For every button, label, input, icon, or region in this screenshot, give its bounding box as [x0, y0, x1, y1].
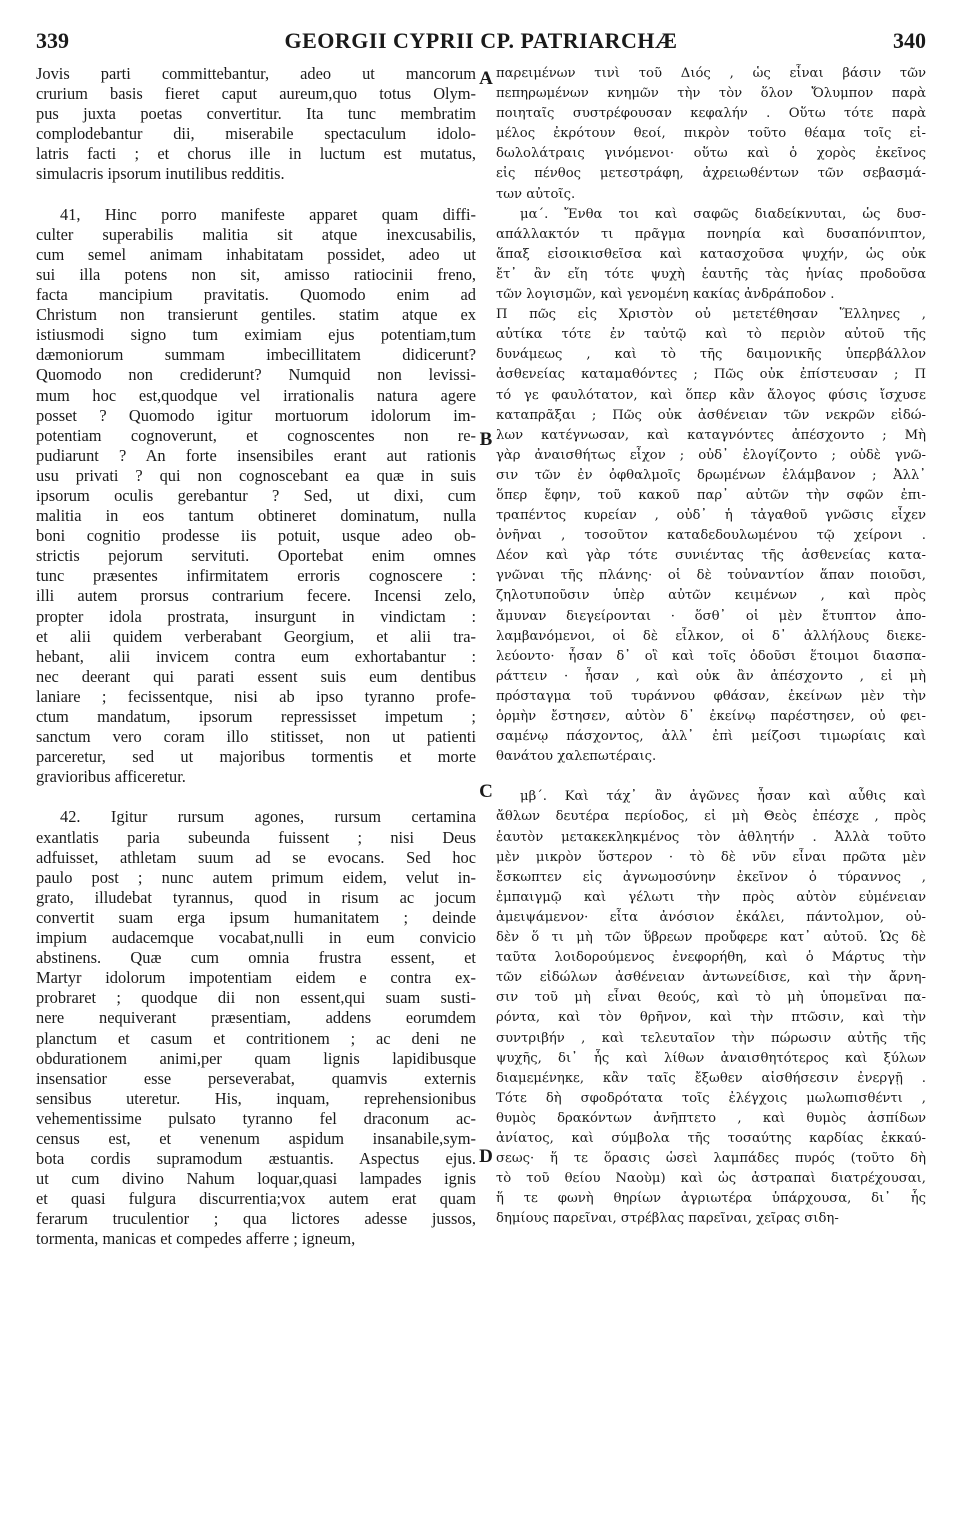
text-line: census est, et venenum aspidum insanabile,sym- [36, 1128, 476, 1148]
page-header [36, 28, 926, 62]
text-line: simulacris ipsorum inutilibus redditis. [36, 164, 285, 184]
text-line: parceretur, sed ut majoribus tormentis et morte [36, 747, 476, 767]
text-line: γνῶναι τῆς πλάνης· οἱ δὲ τοὐναντίον ἅπαν ποιοῦσι, [496, 568, 926, 584]
text-line: sanctum vero coram illo stitisset, non ut patienti [36, 727, 476, 747]
text-line: bota cordis supramodum æstuantis. Aspectus ejus. [36, 1149, 476, 1169]
text-line: gravioribus afficeretur. [36, 767, 186, 787]
text-line: malitia in eos tantum obtineret dominatum, nulla [36, 506, 476, 526]
text-line: μέλος ἐκρότουν θεοί, πικρὸν τοῦτο θέαμα τοῖς εἰ- [496, 126, 926, 142]
text-line: τό γε φαυλότατον, καὶ ὅπερ κἂν ἄλογος φύσις ἴσχυσε [496, 387, 926, 403]
text-line: δωλολάτραις γινόμενοι· οὕτω καὶ ὁ χορὸς ἐκεῖνος [496, 146, 926, 162]
text-line: cum semel animam inhabitatam possidet, adeo ut [36, 244, 476, 264]
text-line: planctum et casum et contritionem ; ac deni ne [36, 1028, 476, 1048]
text-line: usu privati ? qui non cognoscebant ea quæ in suis [36, 465, 476, 485]
text-line: Martyr idolorum impotentiam eidem e contra ex- [36, 968, 476, 988]
margin-marker-c: C [479, 781, 493, 802]
text-line: obdurationem animi,per quam lignis lapidibusque [36, 1048, 476, 1068]
text-line: 41, Hinc porro manifeste apparet quam diffi- [60, 204, 476, 224]
text-line: σεως· ἥ τε ὅρασις ὡσεὶ λαμπάδες πυρός (τοῦτο δὴ [496, 1151, 926, 1167]
text-line: grato, illudebat tyrannus, quod in risum ac jocum [36, 887, 476, 907]
text-line: ποιηταῖς συστρέφουσαν κεφαλήν . Οὕτω τότε παρὰ [496, 106, 926, 122]
text-line: latris facti ; et chorus ille in luctum est mutatus, [36, 144, 476, 164]
text-line: sensibus uteretur. His, inquam, reprehensionibus [36, 1088, 476, 1108]
text-line: laniare ; fecissentque, nisi ab ipso tyranno profe- [36, 686, 476, 706]
text-line: ἀμειψάμενον· εἶτα ἀνόσιον ἐκάλει, πάντολμον, οὐ- [496, 909, 926, 925]
margin-marker-b: B [479, 429, 493, 450]
text-line: illi autem prorsus contrarium fecere. Incensi zelo, [36, 586, 476, 606]
text-line: pudiarunt ? An forte insensibiles erant aut rationis [36, 445, 476, 465]
text-line: ὅπερ ἔφην, τοῦ κακοῦ παρ᾽ αὐτῶν τὴν σφῶν ἐπι- [496, 487, 926, 503]
text-line: Jovis parti committebantur, adeo ut mancorum [36, 64, 476, 83]
text-line: διαμεμένηκε, κἂν ταῖς ἔξωθεν αἰσθήσεσιν ἐνεργῇ . [496, 1070, 926, 1086]
text-line: impium audacemque vocabat,nulli in eum convicio [36, 928, 476, 948]
text-line: convertit suam erga ipsum humanitatem ; deinde [36, 907, 476, 927]
text-line: τῶν λογισμῶν, καὶ γενομένη κακίας ἀνδράποδον . [496, 287, 835, 303]
text-line: τῶν εἰδώλων ἀσθένειαν ἀντωνείδισε, καὶ τὴν ἄρνη- [496, 970, 926, 986]
text-line: tunc præsentes infirmitatem erroris cognoscere : [36, 566, 476, 586]
text-line: et quasi fulgura discurrentia;vox autem erat quam [36, 1189, 476, 1209]
text-line: potentiam cognoverunt, et cognoscentes non re- [36, 425, 476, 445]
text-line: δημίους παρεῖναι, στρέβλας παρεῖναι, χεῖρας σιδη- [496, 1211, 839, 1227]
margin-marker-a: A [479, 68, 493, 89]
text-line: ἄμυναν διεγείρονται · ὅσθ᾽ οἱ μὲν ἔτυπτον ἀπο- [496, 608, 926, 624]
paragraph-gap [36, 787, 476, 807]
text-line: probraret ; quodque dii non essent,qui suam susti- [36, 988, 476, 1008]
text-line: exantlatis paria subeunda fuissent ; nisi Deus [36, 827, 476, 847]
text-line: ἔτ᾽ ἂν εἴη τότε ψυχὴ ἑαυτῆς τὰς ἡνίας προδοῦσα [496, 266, 926, 282]
text-line: ut cum divino Nahum loquar,quasi lampades ignis [36, 1169, 476, 1189]
text-line: θυμὸς δρακόντων ἀνῆπτετο , καὶ θυμὸς ἀσπίδων [496, 1110, 926, 1126]
latin-column [36, 64, 476, 1250]
text-line: σαμένῳ πάσχοντος, ἀλλ᾽ ἐπὶ μείζοσι τιμωρίαις καὶ [496, 729, 926, 745]
text-line: facta mancipium pravitatis. Quomodo enim ad [36, 285, 476, 305]
text-line: ταῦτα λοιδορούμενος ἐνεφορήθη, καὶ ὁ Μάρτυς τὴν [496, 950, 926, 966]
text-line: ipsorum oculis gerebantur ? Sed, ut dixi, cum [36, 485, 476, 505]
page-number-right: 340 [893, 28, 926, 53]
text-line: Π πῶς εἰς Χριστὸν οὐ μετετέθησαν Ἕλληνες , [496, 307, 926, 323]
paragraph-gap [36, 185, 476, 205]
text-line: propter idola prostrata, insurgunt in vindictam : [36, 606, 476, 626]
text-line: pus juxta poetas convertitur. Ita tunc membratim [36, 104, 476, 124]
text-line: dæmoniorum summam imbecillitatem didicerunt? [36, 345, 476, 365]
text-line: insensatior esse perseverabat, quamvis externis [36, 1068, 476, 1088]
text-line: ἥ τε φωνὴ θηρίων ἀγριωτέρα ὑπάρχουσα, δι᾽ ἧς [496, 1191, 926, 1207]
text-line: istiusmodi signo tum eximiam ejus potentiam,tum [36, 325, 476, 345]
text-line: ἐμπαιγμῷ καὶ γέλωτι τὴν πρὸς αὐτὸν εὐμένειαν [496, 889, 926, 905]
text-line: πρόσταγμα τοῦ τυράννου φθάσαν, ἐκείνων μὲν τὴν [496, 688, 926, 704]
text-line: παρειμένων τινὶ τοῦ Διός , ὡς εἶναι βάσιν τῶν [496, 66, 926, 81]
text-line: mum hoc est,quodque vel irrationalis natura agere [36, 385, 476, 405]
text-line: paulo post ; nunc autem primum eidem, velut in- [36, 867, 476, 887]
text-line: πεπηρωμένων κνημῶν τὴν τὸν ὅλον Ὄλυμπον παρὰ [496, 86, 926, 102]
text-line: crurium basis fieret caput aureum,quo totus Olym- [36, 84, 476, 104]
text-line: complodebantur dii, miserabile spectaculum idolo- [36, 124, 476, 144]
text-line: θανάτου χαλεπωτέραις. [496, 749, 657, 765]
text-line: ferarum truculentior ; qua lictores adesse jussos, [36, 1209, 476, 1229]
text-line: Christum non transierunt gentiles. statim atque ex [36, 305, 476, 325]
text-line: ctum mandatum, ipsorum repressisset impetum ; [36, 707, 476, 726]
text-line: sui illa potens non sit, amisso ratiocinii freno, [36, 264, 476, 284]
text-line: ἀσθενείας καταμαθόντες ; Πῶς οὐκ ἐπίστευσαν ; Π [496, 367, 926, 383]
text-line: ἑαυτὸν μετακεκληκμένος τὸν ἀθλητήν . Ἀλλὰ τοῦτο [496, 829, 926, 845]
text-line: ἀνίατος, καὶ σύμβολα τῆς τοσαύτης καρδίας ἐκκαύ- [496, 1130, 926, 1146]
text-line: abstinens. Quæ cum omnia frustra essent, et [36, 948, 476, 968]
text-line: μὲν μικρὸν ὕστερον · τὸ δὲ νῦν εἶναι πρῶτα μὲν [496, 849, 926, 865]
text-line: μα΄. Ἔνθα τοι καὶ σαφῶς διαδείκνυται, ὡς δυσ- [520, 206, 926, 222]
text-line: αὐτίκα τότε ἐν ταὐτῷ καὶ τὸ περιὸν αὐτοῦ τῆς [496, 327, 926, 343]
text-line: ράττειν · ἦσαν , καὶ οὐκ ἂν ἀπέσχοντο , εἰ μὴ [496, 668, 926, 684]
text-line: δὲν ὅ τι μὴ τῶν ὕβρεων προὔφερε κατ᾽ αὐτοῦ. Ὡς δὲ [496, 930, 926, 946]
text-line: λαμβανόμενοι, οἱ δὲ εἷλκον, οἱ δ᾽ ἀλλήλους διεκε- [496, 628, 926, 644]
text-line: strictis pejorum servituti. Oportebat enim omnes [36, 546, 476, 566]
text-line: ἔσκωπτεν εἰς ἀγνωμοσύνην ἐκεῖνον ὁ τύραννος , [496, 869, 926, 885]
text-line: συντριβήν , καὶ τελευταῖον τὴν πώρωσιν αὐτῆς τῆς [496, 1030, 926, 1046]
text-line: Τότε δὴ σφοδρότατα τοῖς ἐλέγχοις μωλωπισθέντι , [496, 1090, 926, 1106]
text-line: καταπρᾶξαι ; Πῶς οὐκ ἀσθένειαν τῶν νεκρῶν εἰδώ- [496, 407, 926, 423]
text-line: ἄθλων δευτέρα περίοδος, εἰ μὴ Θεὸς ἐπέσχε , πρὸς [496, 809, 926, 825]
text-line: μβ΄. Καὶ τάχ᾽ ἂν ἀγῶνες ἦσαν καὶ αὖθις καὶ [520, 789, 926, 805]
text-line: σιν τοῦ μὴ εἶναι θεούς, καὶ τὸ μὴ ὑπομεῖναι πα- [496, 990, 926, 1006]
text-line: δυνάμεως , καὶ τὸ τῆς δαιμονικῆς ὑπερβάλλον [496, 347, 926, 363]
text-line: γὰρ ἀναισθήτως εἶχον ; οὐδ᾽ ἐλογίζοντο ; οὐδὲ γνῶ- [496, 447, 926, 463]
text-line: ζηλοτυποῦσιν ὑπὲρ αὐτῶν κειμένων , καὶ πρὸς [496, 588, 926, 604]
running-title: GEORGII CYPRII CP. PATRIARCHÆ [284, 28, 678, 53]
text-line: λων κατέγνωσαν, καὶ καταγνόντες ἀπέσχοντο ; Μὴ [496, 427, 926, 443]
text-line: ὁρμὴν ἔστησεν, αὐτὸν δ᾽ ἐκείνῳ παρέστησεν, οὐ φει- [496, 709, 926, 724]
greek-column [496, 64, 926, 1229]
text-line: τὸ τοῦ θείου Ναοὺμ) καὶ ὡς ἀστραπαὶ διατρέχουσαι, [496, 1171, 926, 1187]
text-line: λεύοντο· ἦσαν δ᾽ οἳ καὶ τοῖς ὀδοῦσι ἕτοιμοι διασπα- [496, 648, 926, 664]
margin-marker-d: D [479, 1146, 493, 1167]
text-line: nec deerant qui parati essent suis eum dentibus [36, 666, 476, 686]
text-line: boni cognitio prodesse iis potuit, usque adeo ob- [36, 526, 476, 546]
text-line: ψυχῆς, δι᾽ ἧς καὶ λίθων ἀναισθητότερος καὶ ξύλων [496, 1050, 926, 1066]
text-line: σιν τῶν ἐν ὀφθαλμοῖς δρωμένων ἐλάμβανον ; Ἀλλ᾽ [496, 467, 926, 483]
text-line: nere nequiverant præsentiam, addens eorumdem [36, 1008, 476, 1028]
text-line: tormenta, manicas et compedes afferre ; igneum, [36, 1229, 356, 1249]
text-line: ἅπαξ εἰσοικισθεῖσα καὶ κατασχοῦσα ψυχήν, ὡς οὐκ [496, 246, 926, 262]
text-line: adfuisset, athletam suum ad se evocans. Sed hoc [36, 847, 476, 867]
text-line: απάλλακτόν τι πρᾶγμα πονηρία καὶ δυσαπόνιπτον, [496, 226, 926, 242]
page-number-left: 339 [36, 28, 69, 53]
text-line: ρόντα, καὶ τὸν θρῆνον, καὶ τὴν πτῶσιν, καὶ τὴν [496, 1010, 926, 1026]
text-line: των αὐτοῖς. [496, 186, 576, 202]
text-line: posset ? Quomodo igitur mortuorum idolorum im- [36, 405, 476, 425]
paragraph-gap [496, 767, 926, 787]
text-line: Quomodo non crediderunt? Numquid non levissi- [36, 365, 476, 385]
text-line: 42. Igitur rursum agones, rursum certamina [60, 807, 476, 827]
text-line: Δέον καὶ γὰρ τότε συνιέντας τῆς ἀσθενείας κατα- [496, 548, 926, 564]
text-line: culter superabilis malitia sit atque inexcusabilis, [36, 224, 476, 244]
text-line: hebant, alii invicem contra eum exhortabantur : [36, 646, 476, 666]
text-line: vehementissime pulsato tyranno fel draconum ac- [36, 1108, 476, 1128]
text-line: et alii quidem verberabant Georgium, et alii tra- [36, 626, 476, 646]
text-line: εἰς πένθος μετεστράφη, ἀχρειωθέντων τῶν σεβασμά- [496, 166, 926, 182]
text-line: τραπέντος κυρείαν , οὐδ᾽ ἡ τἀγαθοῦ γνῶσις εἶχεν [496, 508, 926, 524]
text-line: ὀνῆναι , τοσοῦτον καταδεδουλωμένου τῷ χείρονι . [496, 528, 926, 544]
